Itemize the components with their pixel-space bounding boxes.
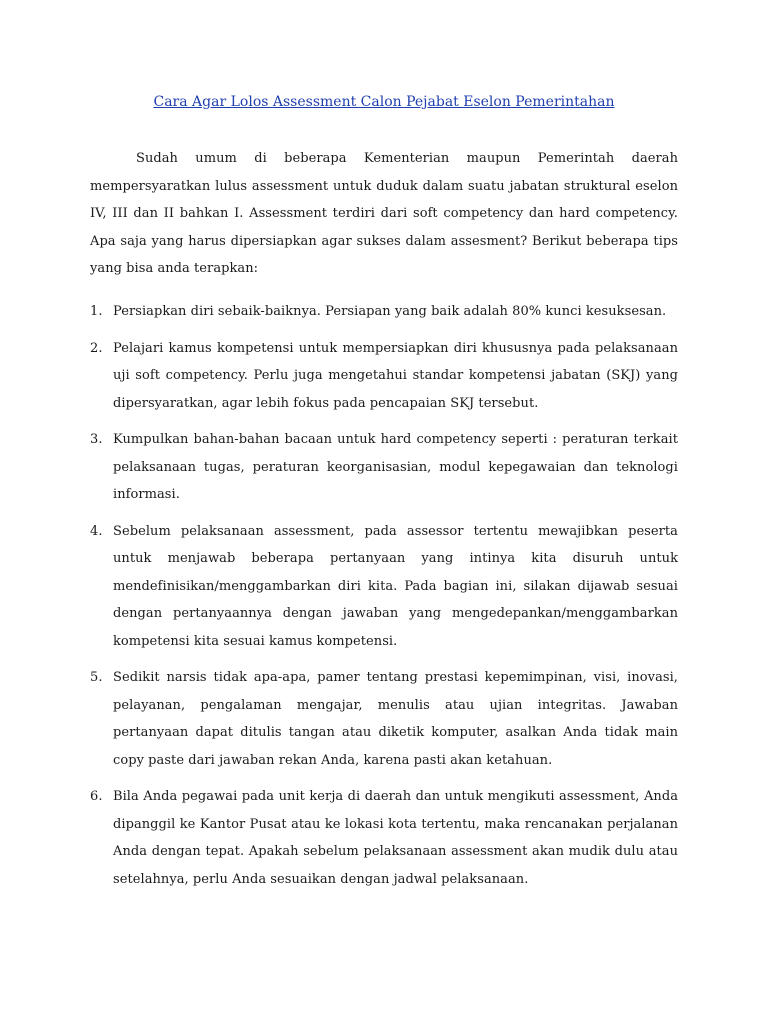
tips-list	[90, 298, 678, 902]
list-item	[90, 426, 678, 509]
list-item-number: 1.	[90, 304, 103, 319]
list-item-text: Persiapkan diri sebaik-baiknya. Persiapan yang baik adalah 80% kunci kesuksesan.	[113, 304, 667, 319]
list-item-number: 2.	[90, 340, 103, 356]
list-item-text: Bila Anda pegawai pada unit kerja di daerah dan untuk mengikuti assessment, Anda dipanggil ke Kantor Pusat atau ke lokasi kota tertentu, maka rencanakan perjalanan Anda dengan tepat. Apakah sebelum pelaksanaan assessment akan mudik dulu atau setelahnya, perlu Anda sesuaikan dengan jadwal pelaksanaan.	[113, 789, 678, 887]
document-title: Cara Agar Lolos Assessment Calon Pejabat Eselon Pemerintahan	[153, 94, 615, 110]
list-item	[90, 298, 678, 326]
intro-paragraph: Sudah umum di beberapa Kementerian maupun Pemerintah daerah mempersyaratkan lulus assessment untuk duduk dalam suatu jabatan struktural eselon IV, III dan II bahkan I. Assessment terdiri dari soft competency dan hard competency. Apa saja yang harus dipersiapkan agar sukses dalam assesment? Berikut beberapa tips yang bisa anda terapkan:	[90, 151, 678, 276]
list-item-text: Sedikit narsis tidak apa-apa, pamer tentang prestasi kepemimpinan, visi, inovasi, pelayanan, pengalaman mengajar, menulis atau ujian integritas. Jawaban pertanyaan dapat ditulis tangan atau diketik komputer, asalkan Anda tidak main copy paste dari jawaban rekan Anda, karena pasti akan ketahuan.	[113, 670, 678, 768]
list-item-number: 5.	[90, 670, 103, 685]
list-item	[90, 783, 678, 893]
list-item-text: Sebelum pelaksanaan assessment, pada assessor tertentu mewajibkan peserta untuk menjawab beberapa pertanyaan yang intinya kita disuruh untuk mendefinisikan/menggambarkan diri kita. Pada bagian ini, silakan dijawab sesuai dengan pertanyaannya dengan jawaban yang mengedepankan/menggambarkan kompetensi kita sesuai kamus kompetensi.	[113, 523, 678, 649]
list-item	[90, 335, 678, 418]
list-item	[90, 518, 678, 656]
list-item-number: 3.	[90, 432, 103, 447]
list-item-text: Pelajari kamus kompetensi untuk mempersiapkan diri khususnya pada pelaksanaan uji soft competency. Perlu juga mengetahui standar kompetensi jabatan (SKJ) yang dipersyaratkan, agar lebih fokus pada pencapaian SKJ tersebut.	[113, 340, 678, 411]
list-item-text: Kumpulkan bahan-bahan bacaan untuk hard competency seperti : peraturan terkait pelaksanaan tugas, peraturan keorganisasian, modul kepegawaian dan teknologi informasi.	[113, 432, 678, 502]
list-item-number: 6.	[90, 789, 103, 804]
list-item	[90, 664, 678, 774]
list-item-number: 4.	[90, 523, 103, 539]
